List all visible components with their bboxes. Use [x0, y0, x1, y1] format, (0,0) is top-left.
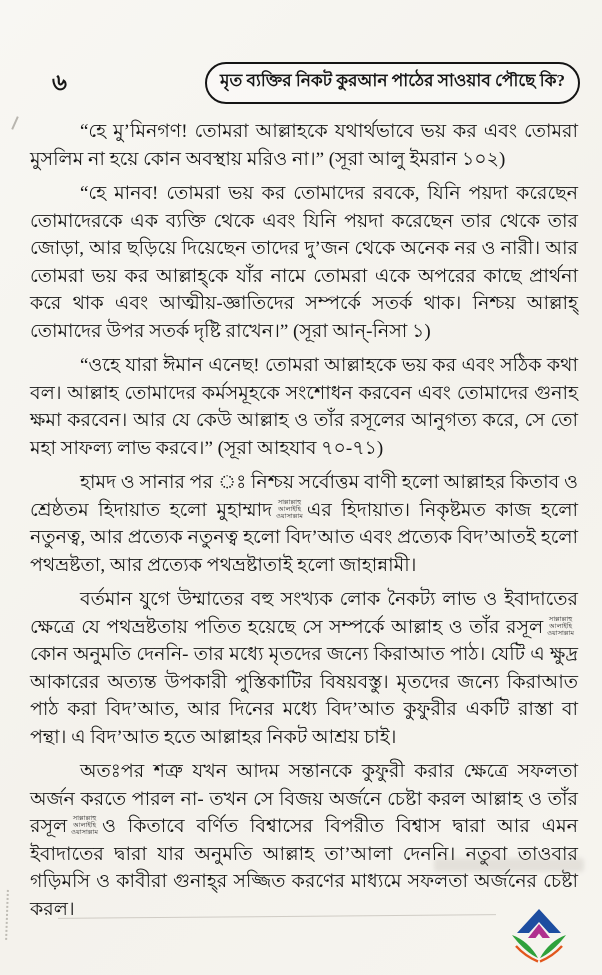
honorific-line: আলাইহি [278, 505, 301, 513]
honorific-line: আলাইহি [73, 822, 97, 830]
honorific-line: সাল্লাল্লাহু [548, 615, 573, 623]
body-text: এর হিদায়াত। নিকৃষ্টমত কাজ হলো নতুনত্ব, আর প্রত্যেক নতুনত্ব হলো বিদ’আত এবং প্রত্যেক বিদ’আতই হলো পথভ্রষ্টতা, আর প্রত্যেক পথভ্রষ্টাতাই হলো জাহান্নামী। [30, 499, 578, 576]
publisher-logo-icon [508, 907, 570, 965]
quote-text: “হে মু’মিনগণ! তোমরা আল্লাহকে যথার্থভাবে ভয় কর এবং তোমরা মুসলিম না হয়ে কোন অবস্থায় মরিও না।” (সূরা আলু ইমরান ১০২) [30, 121, 578, 170]
paragraph-quote-imran [30, 118, 578, 173]
honorific-line: সাল্লাল্লাহু [277, 498, 302, 506]
honorific-line: ওয়াসাল্লাম [71, 829, 98, 837]
honorific-sallallahu [276, 499, 303, 520]
chapter-title-pill [205, 62, 580, 104]
paragraph-bortoman [30, 586, 578, 751]
honorific-sallallahu [71, 815, 98, 836]
honorific-line: ওয়াসাল্লাম [547, 629, 574, 637]
page-body-text [0, 104, 602, 923]
honorific-sallallahu [547, 616, 574, 637]
paragraph-otopor [30, 758, 578, 923]
body-text: কোন অনুমতি দেননি- তার মধ্যে মৃতদের জন্যে কিরাআত পাঠ। যেটি এ ক্ষুদ্র আকারের অত্যন্ত উপকারী পুস্তিকাটির বিষয়বস্তু। মৃতদের জন্যে কিরাআত পাঠ করা বিদ’আত, আর দিনের মধ্যে বিদ’আত কুফুরীর একটি রাস্তা বা পন্থা। এ বিদ’আত হতে আল্লাহর নিকট আশ্রয় চাই। [30, 644, 578, 748]
paragraph-hamd [30, 469, 578, 579]
honorific-line: সাল্লাল্লাহু [72, 815, 97, 823]
body-text: অতঃপর শত্রু যখন আদম সন্তানকে কুফুরী করার ক্ষেত্রে সফলতা অর্জন করতে পারল না- তখন সে বিজয় অর্জনে চেষ্টা করল আল্লাহ ও তাঁর রসূল [30, 761, 578, 837]
honorific-line: আলাইহি [549, 622, 573, 630]
quote-text: “ওহে যারা ঈমান এনেছ! তোমরা আল্লাহকে ভয় কর এবং সঠিক কথা বল। আল্লাহ তোমাদের কর্মসমূহকে সংশোধন করবেন এবং তোমাদের গুনাহ ক্ষমা করবেন। আর যে কেউ আল্লাহ ও তাঁর রসূলের আনুগত্য করে, সে তো মহা সাফল্য লাভ করবে।” (সূরা আহযাব ৭০-৭১) [30, 355, 578, 459]
page-number: ৬ [52, 69, 67, 95]
body-text: ও কিতাবে বর্ণিত বিশ্বাসের বিপরীত বিশ্বাস দ্বারা আর এমন ইবাদাতের দ্বারা যার অনুমতি আল্লাহ তা’আলা দেননি। নতুবা তাওবার গড়িমসি ও কাবীরা গুনাহ্‌র সজ্জিত করণের মাধ্যমে সফলতা অর্জনের চেষ্টা করল। [30, 816, 578, 920]
body-text: বর্তমান যুগে উম্মাতের বহু সংখ্যক লোক নৈকট্য লাভ ও ইবাদাতের ক্ষেত্রে যে পথভ্রষ্টতায় পতিত হয়েছে সে সম্পর্কে আল্লাহ ও তাঁর রসূল [30, 589, 578, 638]
page-header [0, 0, 602, 104]
chapter-title: মৃত ব্যক্তির নিকট কুরআন পাঠের সাওয়াব পৌছে কি? [220, 71, 565, 90]
paragraph-quote-nisa [30, 180, 578, 345]
paragraph-quote-ahzab [30, 352, 578, 462]
quote-text: “হে মানব! তোমরা ভয় কর তোমাদের রবকে, যিনি পয়দা করেছেন তোমাদেরকে এক ব্যক্তি থেকে এবং যিনি পয়দা করেছেন তার থেকে তার জোড়া, আর ছড়িয়ে দিয়েছেন তাদের দু’জন থেকে অনেক নর ও নারী। আর তোমরা ভয় কর আল্লাহ্‌কে যাঁর নামে তোমরা একে অপরের কাছে প্রার্থনা করে থাক এবং আত্মীয়-জ্ঞাতিদের সম্পর্কে সতর্ক থাক। নিশ্চয় আল্লাহ্‌ তোমাদের উপর সতর্ক দৃষ্টি রাখেন।” (সূরা আন্-নিসা ১) [30, 183, 578, 342]
honorific-line: ওয়াসাল্লাম [276, 512, 303, 520]
body-text: হামদ ও সানার পর ঃ নিশ্চয় সর্বোত্তম বাণী হলো আল্লাহর কিতাব ও শ্রেষ্ঠতম হিদায়াত হলো মুহাম্মাদ [30, 472, 578, 521]
